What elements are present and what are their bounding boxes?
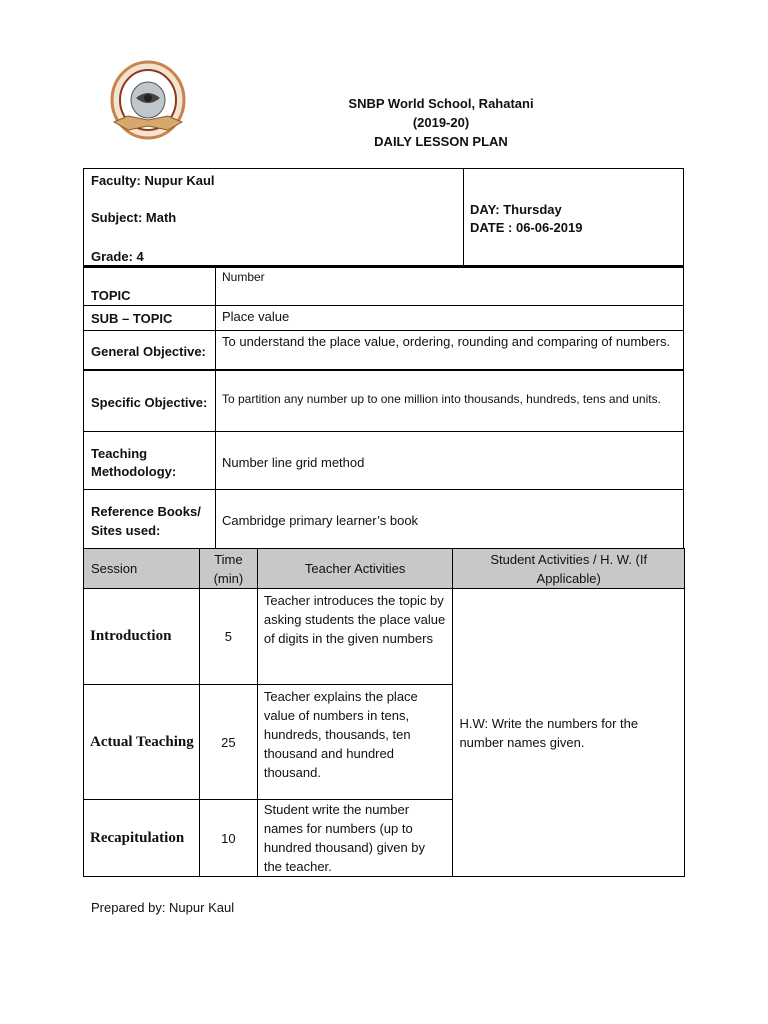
document-title: DAILY LESSON PLAN (374, 134, 508, 149)
day-label: DAY: Thursday (470, 202, 562, 217)
faculty-label: Faculty: Nupur Kaul (91, 173, 215, 188)
general-objective-value: To understand the place value, ordering, rounding and comparing of numbers. (222, 334, 671, 349)
session-header: Session (84, 549, 200, 589)
teaching-methodology-label: Teaching Methodology: (91, 446, 177, 479)
teacher-activity-cell: Teacher explains the place value of numbers in tens, hundreds, thousands, ten thousand and hundred thousand. (257, 685, 453, 800)
session-cell: Actual Teaching (84, 685, 200, 800)
topic-label: TOPIC (91, 288, 131, 303)
details-block (83, 266, 684, 549)
student-activity-cell: H.W: Write the numbers for the number names given. (453, 589, 685, 877)
teacher-activity-cell: Student write the number names for numbers (up to hundred thousand) given by the teacher. (257, 800, 453, 877)
session-cell: Introduction (84, 589, 200, 685)
time-header: Time (min) (199, 549, 257, 589)
teaching-methodology-value: Number line grid method (222, 455, 365, 470)
subtopic-label: SUB – TOPIC (91, 311, 173, 326)
table-row (84, 589, 685, 685)
specific-objective-value: To partition any number up to one million into thousands, hundreds, tens and units. (222, 392, 661, 406)
reference-books-label: Reference Books/ Sites used: (91, 504, 201, 538)
reference-books-value: Cambridge primary learner’s book (222, 513, 419, 528)
topic-value: Number (222, 270, 265, 284)
specific-objective-label: Specific Objective: (91, 395, 208, 410)
school-logo (108, 58, 188, 142)
time-cell: 10 (199, 800, 257, 877)
grade-label: Grade: 4 (91, 249, 144, 264)
date-label: DATE : 06-06-2019 (470, 220, 583, 235)
session-cell: Recapitulation (84, 800, 200, 877)
school-name: SNBP World School, Rahatani (348, 96, 534, 111)
time-cell: 5 (199, 589, 257, 685)
session-table (83, 548, 685, 877)
info-block (83, 168, 684, 266)
subtopic-value: Place value (222, 309, 290, 324)
student-activities-header: Student Activities / H. W. (If Applicable) (453, 549, 685, 589)
general-objective-label: General Objective: (91, 344, 206, 359)
document-header (300, 94, 582, 151)
teacher-activities-header: Teacher Activities (257, 549, 453, 589)
prepared-by: Prepared by: Nupur Kaul (91, 900, 235, 915)
teacher-activity-cell: Teacher introduces the topic by asking students the place value of digits in the given numbers (257, 589, 453, 685)
time-cell: 25 (199, 685, 257, 800)
academic-year: (2019-20) (412, 115, 470, 130)
subject-label: Subject: Math (91, 210, 177, 225)
